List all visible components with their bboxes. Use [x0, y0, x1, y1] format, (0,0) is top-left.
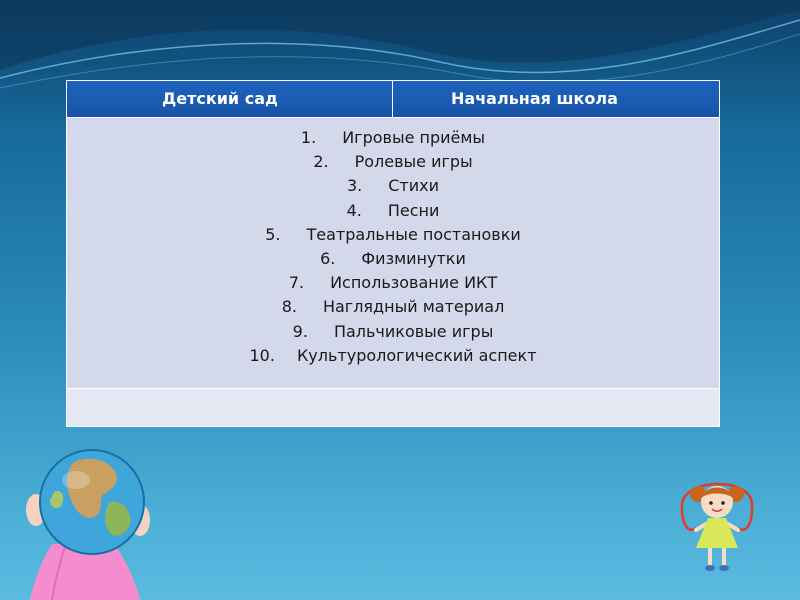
- list-item: [67, 295, 719, 319]
- item-number: 3.: [346, 176, 363, 196]
- item-text: Игровые приёмы: [342, 128, 486, 147]
- list-item: [67, 271, 719, 295]
- child-with-globe-illustration: [14, 432, 154, 600]
- list-item: [67, 199, 719, 223]
- item-number: 1.: [300, 128, 317, 147]
- table-header: [67, 81, 719, 117]
- item-text: Наглядный материал: [322, 297, 505, 317]
- table-empty-row: [67, 388, 719, 426]
- item-number: 10.: [249, 345, 275, 365]
- comparison-table: [66, 80, 720, 427]
- item-text: Песни: [387, 200, 440, 220]
- item-text: Использование ИКТ: [330, 273, 498, 293]
- item-number: 5.: [265, 224, 281, 244]
- header-kindergarten: Детский сад: [67, 81, 393, 117]
- item-number: 8.: [281, 297, 297, 317]
- table-body-row: [67, 117, 719, 388]
- item-text: Физминутки: [361, 248, 466, 268]
- item-number: 6.: [320, 248, 336, 268]
- item-number: 7.: [288, 273, 305, 293]
- item-number: 2.: [313, 152, 329, 172]
- item-text: Пальчиковые игры: [333, 321, 494, 341]
- list-item: [67, 174, 719, 198]
- list-item: [67, 247, 719, 271]
- header-primary-school: Начальная школа: [393, 81, 719, 117]
- list-item: [67, 344, 719, 368]
- methods-list: [67, 118, 719, 368]
- item-text: Театральные постановки: [306, 224, 521, 244]
- list-item: [67, 126, 719, 150]
- item-text: Ролевые игры: [354, 152, 473, 172]
- item-number: 4.: [346, 200, 362, 220]
- item-text: Стихи: [388, 176, 440, 196]
- list-item: [67, 223, 719, 247]
- list-item: [67, 150, 719, 174]
- item-number: 9.: [292, 321, 308, 341]
- list-item: [67, 320, 719, 344]
- item-text: Культурологический аспект: [296, 345, 537, 365]
- girl-with-jump-rope-illustration: [668, 468, 768, 578]
